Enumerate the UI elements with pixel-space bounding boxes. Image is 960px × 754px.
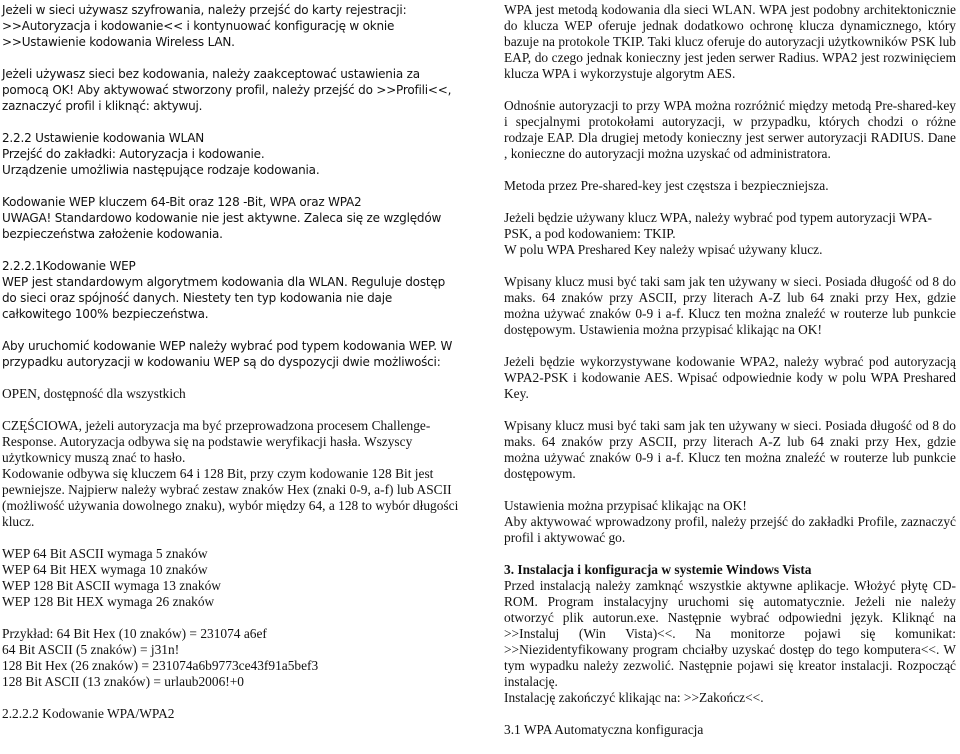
wpa-key-length-paragraph: Wpisany klucz musi być taki sam jak ten używany w sieci. Posiada długość od 8 do maks. 64 znaków przy ASCII, przy literach A-Z lub 64 znaki przy Hex, gdzie można używać znaków 0-9 i a-f. Klucz ten można znaleźć w routerze lub punkcie dostępowym. Ustawienia można przypisać klikając na OK!	[504, 274, 956, 337]
wpa-section-heading: 2.2.2.2 Kodowanie WPA/WPA2	[2, 706, 175, 721]
wpa-auto-config-heading: 3.1 WPA Automatyczna konfiguracja	[504, 722, 704, 737]
wpa-authorization-paragraph: Odnośnie autoryzacji to przy WPA można rozróżnić między metodą Pre-shared-key i specjalnymi protokołami autoryzacji, w przypadku, których chodzi o różne rodzaje EAP. Dla drugiej metody konieczny jest serwer autoryzacji RADIUS. Dane , konieczne do autoryzacji można uzyskać od administratora.	[504, 98, 956, 161]
wlan-encryption-section: 2.2.2 Ustawienie kodowania WLAN Przejść do zakładki: Autoryzacja i kodowanie. Urządzenie umożliwia następujące rodzaje kodowania.	[2, 131, 320, 177]
psk-method-paragraph: Metoda przez Pre-shared-key jest częstsza i bezpieczniejsza.	[504, 178, 829, 193]
left-column	[2, 2, 462, 738]
vista-install-paragraph: Przed instalacją należy zamknąć wszystkie aktywne aplikacje. Włożyć płytę CD-ROM. Program instalacyjny uruchomi się automatycznie. Jeżeli nie należy otworzyć plik autorun.exe. Następnie wybrać odpowiedni język. Kliknąć na >>Instaluj (Win Vista)<<. Na monitorze pojawi się komunikat: >>Niezidentyfikowany program chciałby uzyskać dostęp do tego komputera<<. W tym wypadku należy zezwolić. Następnie pojawi się kreator instalacji. Rozpocząć instalację. Instalację zakończyć klikając na: >>Zakończ<<.	[504, 578, 956, 705]
profile-activation-paragraph: Ustawienia można przypisać klikając na OK! Aby aktywować wprowadzony profil, należy przejść do zakładki Profile, zaznaczyć profil i aktywować go.	[504, 498, 956, 545]
open-option-paragraph: OPEN, dostępność dla wszystkich	[2, 386, 186, 401]
wep-section: 2.2.2.1Kodowanie WEP WEP jest standardowym algorytmem kodowania dla WLAN. Reguluje dostęp do sieci oraz spójność danych. Niestety ten typ kodowania nie daje całkowitego 100% bezpieczeństwa.	[2, 259, 445, 321]
wep-activation-paragraph: Aby uruchomić kodowanie WEP należy wybrać pod typem kodowania WEP. W przypadku autoryzacji w kodowaniu WEP są do dyspozycji dwie możliwości:	[2, 339, 453, 369]
no-encryption-paragraph: Jeżeli używasz sieci bez kodowania, należy zaakceptować ustawienia za pomocą OK! Aby aktywować stworzony profil, należy przejść do >>Profili<<, zaznaczyć profil i kliknąć: aktywuj.	[2, 67, 452, 113]
right-column	[504, 2, 956, 754]
wpa2-key-length-paragraph: Wpisany klucz musi być taki sam jak ten używany w sieci. Posiada długość od 8 do maks. 64 znaków przy ASCII, przy literach A-Z lub 64 znaki przy Hex, gdzie można używać znaków 0-9 i a-f. Klucz ten można znaleźć w routerze lub punkcie dostępowym.	[504, 418, 956, 481]
wpa-description-paragraph: WPA jest metodą kodowania dla sieci WLAN. WPA jest podobny architektonicznie do klucza WEP oferuje jednak dodatkowo ochronę klucza dynamicznego, który bazuje na protokole TKIP. Taki klucz oferuje do autoryzacji użytkowników PSK lub EAP, do czego jednak konieczny jest jeden serwer Radius. WPA2 jest rozwinięciem klucza WPA i wykorzystuje algorytm AES.	[504, 2, 956, 81]
wpa-psk-paragraph: Jeżeli będzie używany klucz WPA, należy wybrać pod typem autoryzacji WPA-PSK, a pod kodowaniem: TKIP. W polu WPA Preshared Key należy wpisać używany klucz.	[504, 210, 932, 257]
partial-option-paragraph: CZĘŚCIOWA, jeżeli autoryzacja ma być przeprowadzona procesem Challenge-Response. Autoryzacja odbywa się na podstawie weryfikacji hasła. Wszyscy użytkownicy muszą znać to hasło. Kodowanie odbywa się kluczem 64 i 128 Bit, przy czym kodowanie 128 Bit jest pewniejsze. Najpierw należy wybrać zestaw znaków Hex (znaki 0-9, a-f) lub ASCII (możliwość używania dowolnego znaku), wybór między 64, a 128 to wybór długości klucz.	[2, 418, 459, 529]
wep-requirements-list: WEP 64 Bit ASCII wymaga 5 znaków WEP 64 Bit HEX wymaga 10 znaków WEP 128 Bit ASCII wymaga 13 znaków WEP 128 Bit HEX wymaga 26 znaków	[2, 546, 221, 609]
intro-encryption-paragraph: Jeżeli w sieci używasz szyfrowania, należy przejść do karty rejestracji: >>Autoryzacja i kodowanie<< i kontynuować konfigurację w oknie >>Ustawienie kodowania Wireless LAN.	[2, 3, 407, 49]
vista-section-heading: 3. Instalacja i konfiguracja w systemie Windows Vista	[504, 562, 812, 577]
wpa2-paragraph: Jeżeli będzie wykorzystywane kodowanie WPA2, należy wybrać pod autoryzacją WPA2-PSK i kodowanie AES. Wpisać odpowiednie kody w polu WPA Preshared Key.	[504, 354, 956, 401]
wep-example-list: Przykład: 64 Bit Hex (10 znaków) = 231074 a6ef 64 Bit ASCII (5 znaków) = j31n! 128 Bit Hex (26 znaków) = 231074a6b9773ce43f91a5bef3 128 Bit ASCII (13 znaków) = urlaub2006!+0	[2, 626, 319, 689]
wep-keys-warning: Kodowanie WEP kluczem 64-Bit oraz 128 -Bit, WPA oraz WPA2 UWAGA! Standardowo kodowanie nie jest aktywne. Zaleca się ze względów bezpieczeństwa założenie kodowania.	[2, 195, 442, 241]
